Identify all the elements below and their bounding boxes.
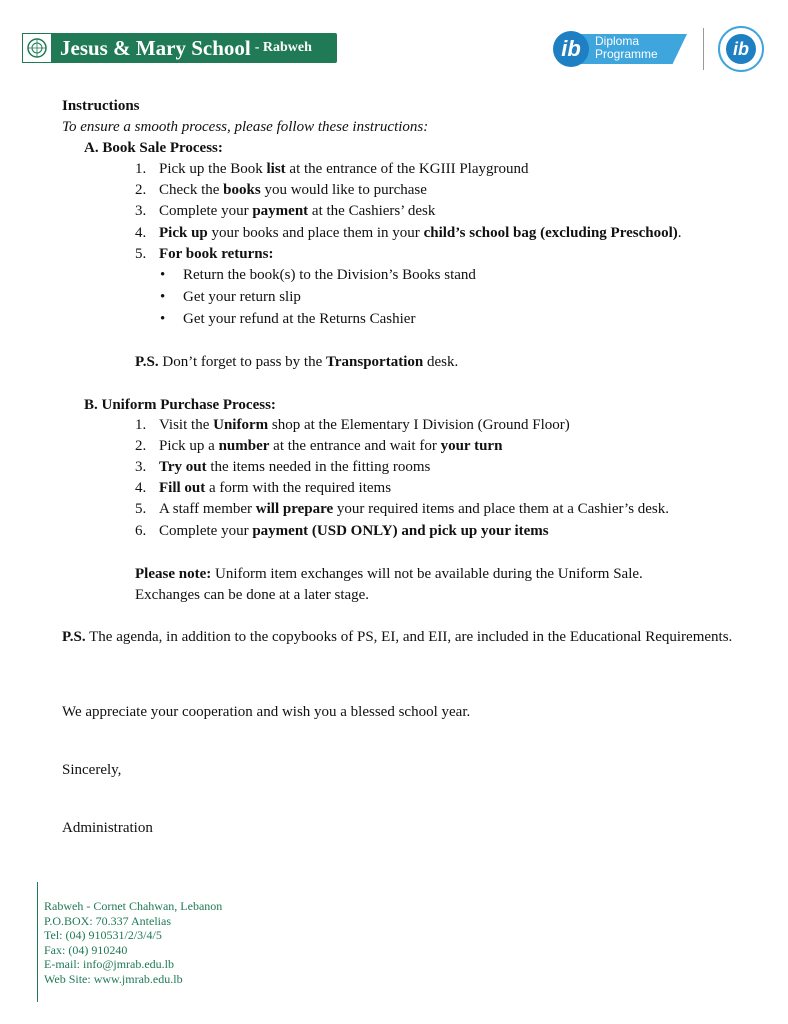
bullet-icon: • [160, 311, 166, 327]
book-step-1: Pick up the Book list at the entrance of the KGIII Playground [159, 161, 529, 177]
appreciation-text: We appreciate your cooperation and wish you a blessed school year. [62, 704, 471, 720]
bullet-icon: • [160, 267, 166, 283]
uniform-step-4: Fill out a form with the required items [159, 480, 392, 496]
step-number: 1. [135, 417, 147, 433]
step-number: 3. [135, 203, 147, 219]
footer-address: Rabweh - Cornet Chahwan, Lebanon [44, 899, 223, 913]
uniform-note-line2: Exchanges can be done at a later stage. [135, 587, 370, 603]
footer-pobox: P.O.BOX: 70.337 Antelias [44, 913, 172, 928]
general-ps: P.S. The agenda, in addition to the copybooks of PS, EI, and EII, are included in the Educational Requirements. [62, 629, 733, 645]
step-number: 1. [135, 161, 147, 177]
footer-email: E-mail: info@jmrab.edu.lb [44, 957, 175, 971]
uniform-step-3: Try out the items needed in the fitting rooms [159, 459, 431, 475]
uniform-note: Please note: Uniform item exchanges will not be available during the Uniform Sale. [135, 566, 643, 582]
return-step: Return the book(s) to the Division’s Books stand [183, 267, 476, 283]
sincerely-text: Sincerely, [62, 762, 122, 778]
step-number: 2. [135, 182, 147, 198]
step-number: 2. [135, 438, 147, 454]
section-a-ps: P.S. Don’t forget to pass by the Transportation desk. [135, 354, 459, 370]
ib-diploma-logo [553, 29, 689, 69]
instructions-intro: To ensure a smooth process, please follow these instructions: [62, 119, 429, 135]
instructions-heading: Instructions [62, 98, 140, 114]
footer-divider [37, 882, 38, 1002]
header-divider [703, 28, 704, 70]
step-number: 4. [135, 480, 147, 496]
book-step-2: Check the books you would like to purchase [159, 182, 427, 198]
step-number: 5. [135, 501, 147, 517]
step-number: 6. [135, 523, 147, 539]
bullet-icon: • [160, 289, 166, 305]
school-emblem-icon [22, 33, 52, 63]
school-logo [22, 33, 337, 63]
footer-tel: Tel: (04) 910531/2/3/4/5 [44, 928, 162, 942]
school-location: - Rabweh [254, 40, 312, 55]
uniform-step-5: A staff member will prepare your required items and place them at a Cashier’s desk. [159, 501, 670, 517]
ib-seal-icon: ib [718, 26, 764, 72]
step-number: 4. [135, 225, 147, 241]
section-a-title: A. Book Sale Process: [84, 140, 223, 156]
step-number: 3. [135, 459, 147, 475]
uniform-step-2: Pick up a number at the entrance and wait for your turn [159, 438, 503, 454]
return-step: Get your return slip [183, 289, 301, 305]
step-number: 5. [135, 246, 147, 262]
school-name: Jesus & Mary School [60, 35, 251, 60]
footer-fax: Fax: (04) 910240 [44, 942, 128, 957]
footer-website: Web Site: www.jmrab.edu.lb [44, 971, 183, 986]
book-step-5: For book returns: [159, 246, 274, 262]
book-step-3: Complete your payment at the Cashiers’ desk [159, 203, 436, 219]
uniform-step-1: Visit the Uniform shop at the Elementary I Division (Ground Floor) [159, 417, 570, 433]
ib-circle-icon: ib [553, 31, 589, 67]
uniform-step-6: Complete your payment (USD ONLY) and pick up your items [159, 523, 549, 539]
return-step: Get your refund at the Returns Cashier [183, 311, 416, 327]
ib-programme-text: Diploma Programme [595, 34, 658, 61]
book-step-4: Pick up your books and place them in your child’s school bag (excluding Preschool). [159, 225, 682, 241]
signature-text: Administration [62, 820, 153, 836]
section-b-title: B. Uniform Purchase Process: [84, 397, 276, 413]
